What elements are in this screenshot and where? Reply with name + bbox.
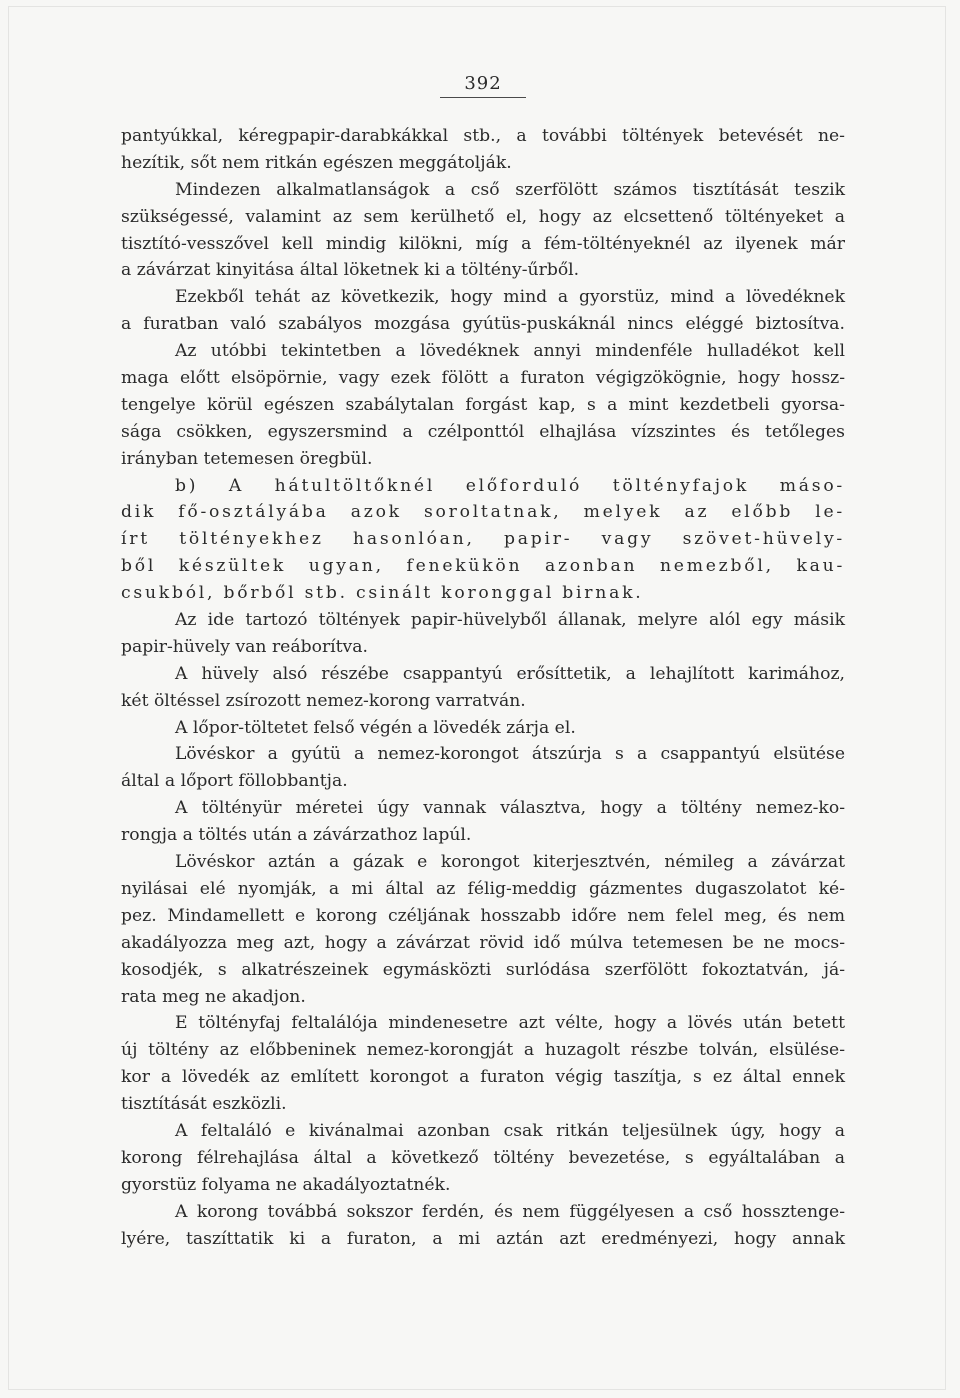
text-line: rongja a töltés után a závárzathoz lapúl. xyxy=(121,825,472,846)
text-line: tisztítását eszközli. xyxy=(121,1094,287,1115)
text-line: E töltényfaj feltalálója mindenesetre azt vélte, hogy a lövés után betett xyxy=(175,1013,845,1034)
text-line: kor a lövedék az említett korongot a furaton végig taszítja, s ez által ennek xyxy=(121,1067,845,1088)
text-line: papir-hüvely van reáborítva. xyxy=(121,636,368,657)
text-line: Ezekből tehát az következik, hogy mind a gyorstüz, mind a lövedéknek xyxy=(175,287,845,308)
text-line: irányban tetemesen öregbül. xyxy=(121,448,373,469)
text-line: tisztító-vesszővel kell mindig kilökni, míg a fém-töltényeknél az ilyenek már xyxy=(121,233,845,254)
text-line: gyorstüz folyama ne akadályoztatnék. xyxy=(121,1174,451,1195)
text-line: Az utóbbi tekintetben a lövedéknek annyi mindenféle hulladékot kell xyxy=(175,341,845,362)
text-line: sága csökken, egyszersmind a czélponttól elhajlása vízszintes és tetőleges xyxy=(121,421,845,442)
text-line-spaced: b) A hátultöltőknél előforduló töltényfajok máso- xyxy=(175,475,845,496)
text-line: Lövéskor a gyútü a nemez-korongot átszúrja s a csappantyú elsütése xyxy=(175,744,845,765)
text-line: akadályozza meg azt, hogy a závárzat rövid idő múlva tetemesen be ne mocs- xyxy=(121,932,845,953)
body-text xyxy=(121,123,845,1252)
text-line: pez. Mindamellett e korong czéljának hosszabb időre nem felel meg, és nem xyxy=(121,905,845,926)
text-line: A lőpor-töltetet felső végén a lövedék zárja el. xyxy=(175,717,576,738)
text-line: hezítik, sőt nem ritkán egészen meggátolják. xyxy=(121,152,512,173)
text-line-spaced: ből készültek ugyan, fenekükön azonban nemezből, kau- xyxy=(121,556,845,577)
text-line: rata meg ne akadjon. xyxy=(121,986,306,1007)
text-line: kosodjék, s alkatrészeinek egymásközti surlódása szerfölött fokoztatván, já- xyxy=(121,959,845,980)
text-line: A hüvely alsó részébe csappantyú erősíttetik, a lehajlított karimához, xyxy=(175,663,845,684)
text-line: Az ide tartozó töltények papir-hüvelyből állanak, melyre alól egy másik xyxy=(175,610,845,631)
text-line: pantyúkkal, kéregpapir-darabkákkal stb., a további töltények betevését ne- xyxy=(121,126,845,146)
text-line-spaced: csukból, bőrből stb. csinált koronggal birnak. xyxy=(121,583,644,604)
text-line: maga előtt elsöpörnie, vagy ezek fölött a furaton végigzökögnie, hogy hossz- xyxy=(121,368,845,389)
text-line: A töltényür méretei úgy vannak választva, hogy a töltény nemez-ko- xyxy=(175,798,845,819)
text-line: szükségessé, valamint az sem kerülhető el, hogy az elcsettenő töltényeket a xyxy=(121,206,845,227)
text-line: lyére, taszíttatik ki a furaton, a mi aztán azt eredményezi, hogy annak xyxy=(121,1228,845,1249)
text-line: korong félrehajlása által a következő töltény bevezetése, s egyáltalában a xyxy=(121,1147,845,1168)
text-line: A korong továbbá sokszor ferdén, és nem függélyesen a cső hossztenge- xyxy=(175,1201,845,1222)
text-line: által a lőport föllobbantja. xyxy=(121,771,348,792)
text-line-spaced: írt töltényekhez hasonlóan, papir- vagy szövet-hüvely- xyxy=(121,529,845,550)
text-line: tengelye körül egészen szabálytalan forgást kap, s a mint kezdetbeli gyorsa- xyxy=(121,394,845,415)
text-line: két öltéssel zsírozott nemez-korong varratván. xyxy=(121,690,526,711)
text-line: nyilásai elé nyomják, a mi által az félig-meddig gázmentes dugaszolatot ké- xyxy=(121,878,845,899)
text-line: a furatban való szabályos mozgása gyútüs-puskáknál nincs eléggé biztosítva. xyxy=(121,314,845,335)
text-line: Lövéskor aztán a gázak e korongot kiterjesztvén, némileg a závárzat xyxy=(175,852,845,873)
text-line: a závárzat kinyitása által löketnek ki a töltény-űrből. xyxy=(121,260,580,281)
text-line-spaced: dik fő-osztályába azok soroltatnak, melyek az előbb le- xyxy=(121,502,845,523)
text-line: A feltaláló e kivánalmai azonban csak ritkán teljesülnek úgy, hogy a xyxy=(175,1120,845,1141)
page-number: 392 xyxy=(440,73,526,98)
text-line: Mindezen alkalmatlanságok a cső szerfölött számos tisztítását teszik xyxy=(175,179,845,200)
text-line: új töltény az előbbeninek nemez-korongját a huzagolt részbe tolván, elsülése- xyxy=(121,1040,845,1061)
